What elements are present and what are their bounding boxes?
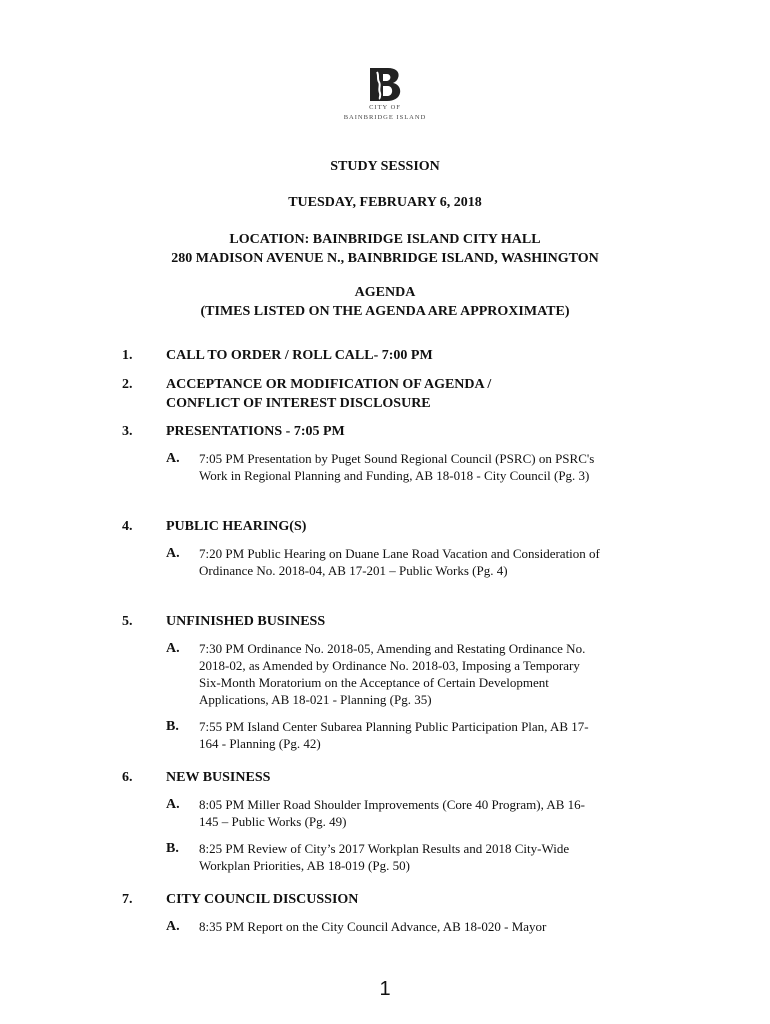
item-number: 4. xyxy=(122,519,133,534)
session-title: STUDY SESSION xyxy=(330,159,440,174)
subitem-text: 8:35 PM Report on the City Council Advance, AB 18-020 - Mayor xyxy=(199,919,547,934)
subitem-letter: B. xyxy=(166,841,179,856)
item-title: CITY COUNCIL DISCUSSION xyxy=(166,892,359,907)
agenda-note: (TIMES LISTED ON THE AGENDA ARE APPROXIMATE) xyxy=(200,304,570,319)
page-number: 1 xyxy=(379,978,391,1000)
item-number: 6. xyxy=(122,770,133,785)
logo-line-2: BAINBRIDGE ISLAND xyxy=(343,114,427,121)
subitem-letter: B. xyxy=(166,719,179,734)
meeting-date: TUESDAY, FEBRUARY 6, 2018 xyxy=(288,195,482,210)
subitem-text: 8:25 PM Review of City’s 2017 Workplan Results and 2018 City-Wide Workplan Priorities, AB 18-019 (Pg. 50) xyxy=(199,841,570,873)
item-number: 2. xyxy=(122,377,133,392)
subitem-text: 7:55 PM Island Center Subarea Planning Public Participation Plan, AB 17-164 - Planning (Pg. 42) xyxy=(199,719,589,751)
item-number: 5. xyxy=(122,614,133,629)
subitem-text: 7:30 PM Ordinance No. 2018-05, Amending and Restating Ordinance No. 2018-02, as Amended by Ordinance No. 2018-03, Imposing a Temporary Six-Month Moratorium on the Acceptance of Certain Development Applications, AB 18-021 - Planning (Pg. 35) xyxy=(199,641,586,707)
subitem-text: 7:05 PM Presentation by Puget Sound Regional Council (PSRC) on PSRC's Work in Regional Planning and Funding, AB 18-018 - City Council (Pg. 3) xyxy=(199,451,595,483)
location-line-1: LOCATION: BAINBRIDGE ISLAND CITY HALL xyxy=(229,232,541,247)
item-number: 7. xyxy=(122,892,133,907)
logo-line-1: CITY OF xyxy=(369,104,401,111)
agenda-title: AGENDA xyxy=(354,285,416,300)
item-title: PRESENTATIONS - 7:05 PM xyxy=(166,424,345,439)
subitem-letter: A. xyxy=(166,546,180,561)
item-number: 1. xyxy=(122,348,133,363)
subitem-text: 8:05 PM Miller Road Shoulder Improvements (Core 40 Program), AB 16-145 – Public Works (Pg. 49) xyxy=(199,797,585,829)
meeting-location xyxy=(0,230,770,268)
item-title: PUBLIC HEARING(S) xyxy=(166,519,307,534)
subitem-letter: A. xyxy=(166,641,180,656)
subitem-letter: A. xyxy=(166,451,180,466)
subitem-letter: A. xyxy=(166,919,180,934)
item-title: UNFINISHED BUSINESS xyxy=(166,614,326,629)
location-line-2: 280 MADISON AVENUE N., BAINBRIDGE ISLAND, WASHINGTON xyxy=(171,251,599,266)
city-seal-b-icon xyxy=(368,66,402,102)
city-logo xyxy=(0,66,770,122)
subitem-text: 7:20 PM Public Hearing on Duane Lane Road Vacation and Consideration of Ordinance No. 2018-04, AB 17-201 – Public Works (Pg. 4) xyxy=(199,546,600,578)
item-number: 3. xyxy=(122,424,133,439)
subitem-letter: A. xyxy=(166,797,180,812)
item-title: NEW BUSINESS xyxy=(166,770,271,785)
item-title: CALL TO ORDER / ROLL CALL- 7:00 PM xyxy=(166,348,433,363)
item-title: ACCEPTANCE OR MODIFICATION OF AGENDA / CONFLICT OF INTEREST DISCLOSURE xyxy=(166,377,492,411)
agenda-heading xyxy=(0,283,770,321)
